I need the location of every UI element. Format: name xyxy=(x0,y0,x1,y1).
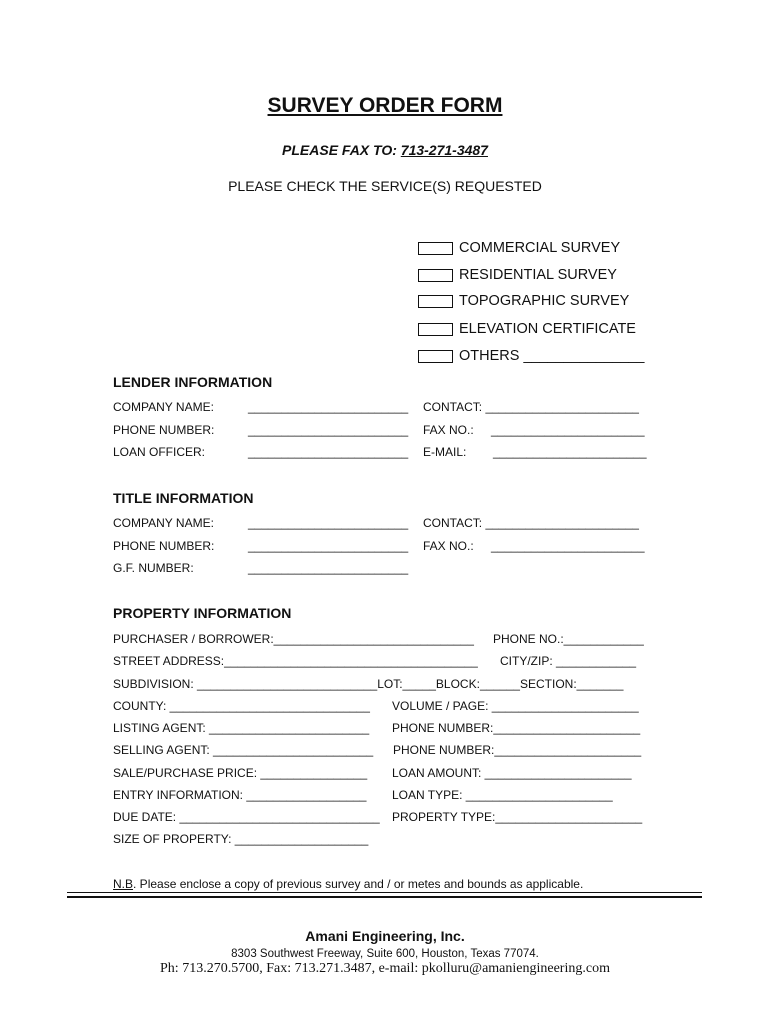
note-prefix: N.B xyxy=(113,877,134,891)
property-type-field[interactable]: PROPERTY TYPE:______________________ xyxy=(392,810,643,824)
property-subdivision-field[interactable]: SUBDIVISION: ___________________________LOT:_____BLOCK:______SECTION:_______ xyxy=(113,677,624,691)
lender-email-field[interactable]: _______________________ xyxy=(493,445,647,459)
note-text: . Please enclose a copy of previous survey and / or metes and bounds as applicable. xyxy=(133,877,584,891)
property-listing-phone-field[interactable]: PHONE NUMBER:______________________ xyxy=(392,721,641,735)
fax-number: 713-271-3487 xyxy=(400,142,488,158)
lender-officer-label: LOAN OFFICER: xyxy=(113,445,206,459)
property-street-field[interactable]: STREET ADDRESS:______________________________________ xyxy=(113,654,478,668)
title-company-field[interactable]: ________________________ xyxy=(248,516,409,530)
checkbox[interactable] xyxy=(418,242,453,255)
divider xyxy=(67,892,702,893)
title-phone-label: PHONE NUMBER: xyxy=(113,539,215,553)
property-loan-amount-field[interactable]: LOAN AMOUNT: ______________________ xyxy=(392,766,632,780)
service-label: ELEVATION CERTIFICATE xyxy=(459,321,636,337)
lender-fax-label: FAX NO.: xyxy=(423,423,474,437)
title-gf-label: G.F. NUMBER: xyxy=(113,561,194,575)
service-topographic[interactable] xyxy=(418,293,629,309)
lender-phone-label: PHONE NUMBER: xyxy=(113,423,215,437)
checkbox[interactable] xyxy=(418,295,453,308)
service-label: TOPOGRAPHIC SURVEY xyxy=(459,293,630,309)
note xyxy=(113,877,583,891)
property-size-field[interactable]: SIZE OF PROPERTY: ____________________ xyxy=(113,832,369,846)
service-label: RESIDENTIAL SURVEY xyxy=(459,267,617,283)
fax-line xyxy=(0,142,770,158)
property-selling-agent-field[interactable]: SELLING AGENT: ________________________ xyxy=(113,743,374,757)
service-commercial[interactable] xyxy=(418,240,620,256)
property-heading: PROPERTY INFORMATION xyxy=(113,605,292,621)
lender-email-label: E-MAIL: xyxy=(423,445,467,459)
lender-phone-field[interactable]: ________________________ xyxy=(248,423,409,437)
title-company-label: COMPANY NAME: xyxy=(113,516,214,530)
lender-company-field[interactable]: ________________________ xyxy=(248,400,409,414)
form-title xyxy=(0,94,770,118)
checkbox[interactable] xyxy=(418,350,453,363)
divider-thick xyxy=(67,896,702,898)
service-residential[interactable] xyxy=(418,267,617,283)
lender-contact-field[interactable]: CONTACT: _______________________ xyxy=(423,400,639,414)
property-due-date-field[interactable]: DUE DATE: ______________________________ xyxy=(113,810,380,824)
property-phone-field[interactable]: PHONE NO.:____________ xyxy=(493,632,644,646)
checkbox[interactable] xyxy=(418,269,453,282)
fax-prefix: PLEASE FAX TO: xyxy=(282,142,401,158)
title-contact-field[interactable]: CONTACT: _______________________ xyxy=(423,516,639,530)
service-label: COMMERCIAL SURVEY xyxy=(459,240,621,256)
service-others[interactable] xyxy=(418,348,644,364)
footer-address: 8303 Southwest Freeway, Suite 600, Houston, Texas 77074. xyxy=(231,948,539,960)
property-loan-type-field[interactable]: LOAN TYPE: ______________________ xyxy=(392,788,613,802)
service-label: OTHERS _______________ xyxy=(459,348,645,364)
title-fax-label: FAX NO.: xyxy=(423,539,474,553)
property-purchaser-field[interactable]: PURCHASER / BORROWER:______________________________ xyxy=(113,632,474,646)
lender-company-label: COMPANY NAME: xyxy=(113,400,214,414)
property-cityzip-field[interactable]: CITY/ZIP: ____________ xyxy=(500,654,637,668)
footer-company: Amani Engineering, Inc. xyxy=(305,928,465,944)
property-price-field[interactable]: SALE/PURCHASE PRICE: ________________ xyxy=(113,766,368,780)
form-title-text: SURVEY ORDER FORM xyxy=(267,94,503,117)
service-elevation[interactable] xyxy=(418,321,636,337)
title-fax-field[interactable]: _______________________ xyxy=(491,539,645,553)
property-listing-agent-field[interactable]: LISTING AGENT: ________________________ xyxy=(113,721,370,735)
lender-heading: LENDER INFORMATION xyxy=(113,374,273,390)
footer-contact: Ph: 713.270.5700, Fax: 713.271.3487, e-mail: pkolluru@amaniengineering.com xyxy=(160,961,610,976)
lender-fax-field[interactable]: _______________________ xyxy=(491,423,645,437)
title-gf-field[interactable]: ________________________ xyxy=(248,561,409,575)
property-volume-field[interactable]: VOLUME / PAGE: ______________________ xyxy=(392,699,639,713)
title-phone-field[interactable]: ________________________ xyxy=(248,539,409,553)
property-county-field[interactable]: COUNTY: ______________________________ xyxy=(113,699,370,713)
title-heading: TITLE INFORMATION xyxy=(113,490,254,506)
checkbox[interactable] xyxy=(418,323,453,336)
property-entry-field[interactable]: ENTRY INFORMATION: __________________ xyxy=(113,788,367,802)
lender-officer-field[interactable]: ________________________ xyxy=(248,445,409,459)
property-selling-phone-field[interactable]: PHONE NUMBER:______________________ xyxy=(393,743,642,757)
services-instruction: PLEASE CHECK THE SERVICE(S) REQUESTED xyxy=(228,178,542,194)
